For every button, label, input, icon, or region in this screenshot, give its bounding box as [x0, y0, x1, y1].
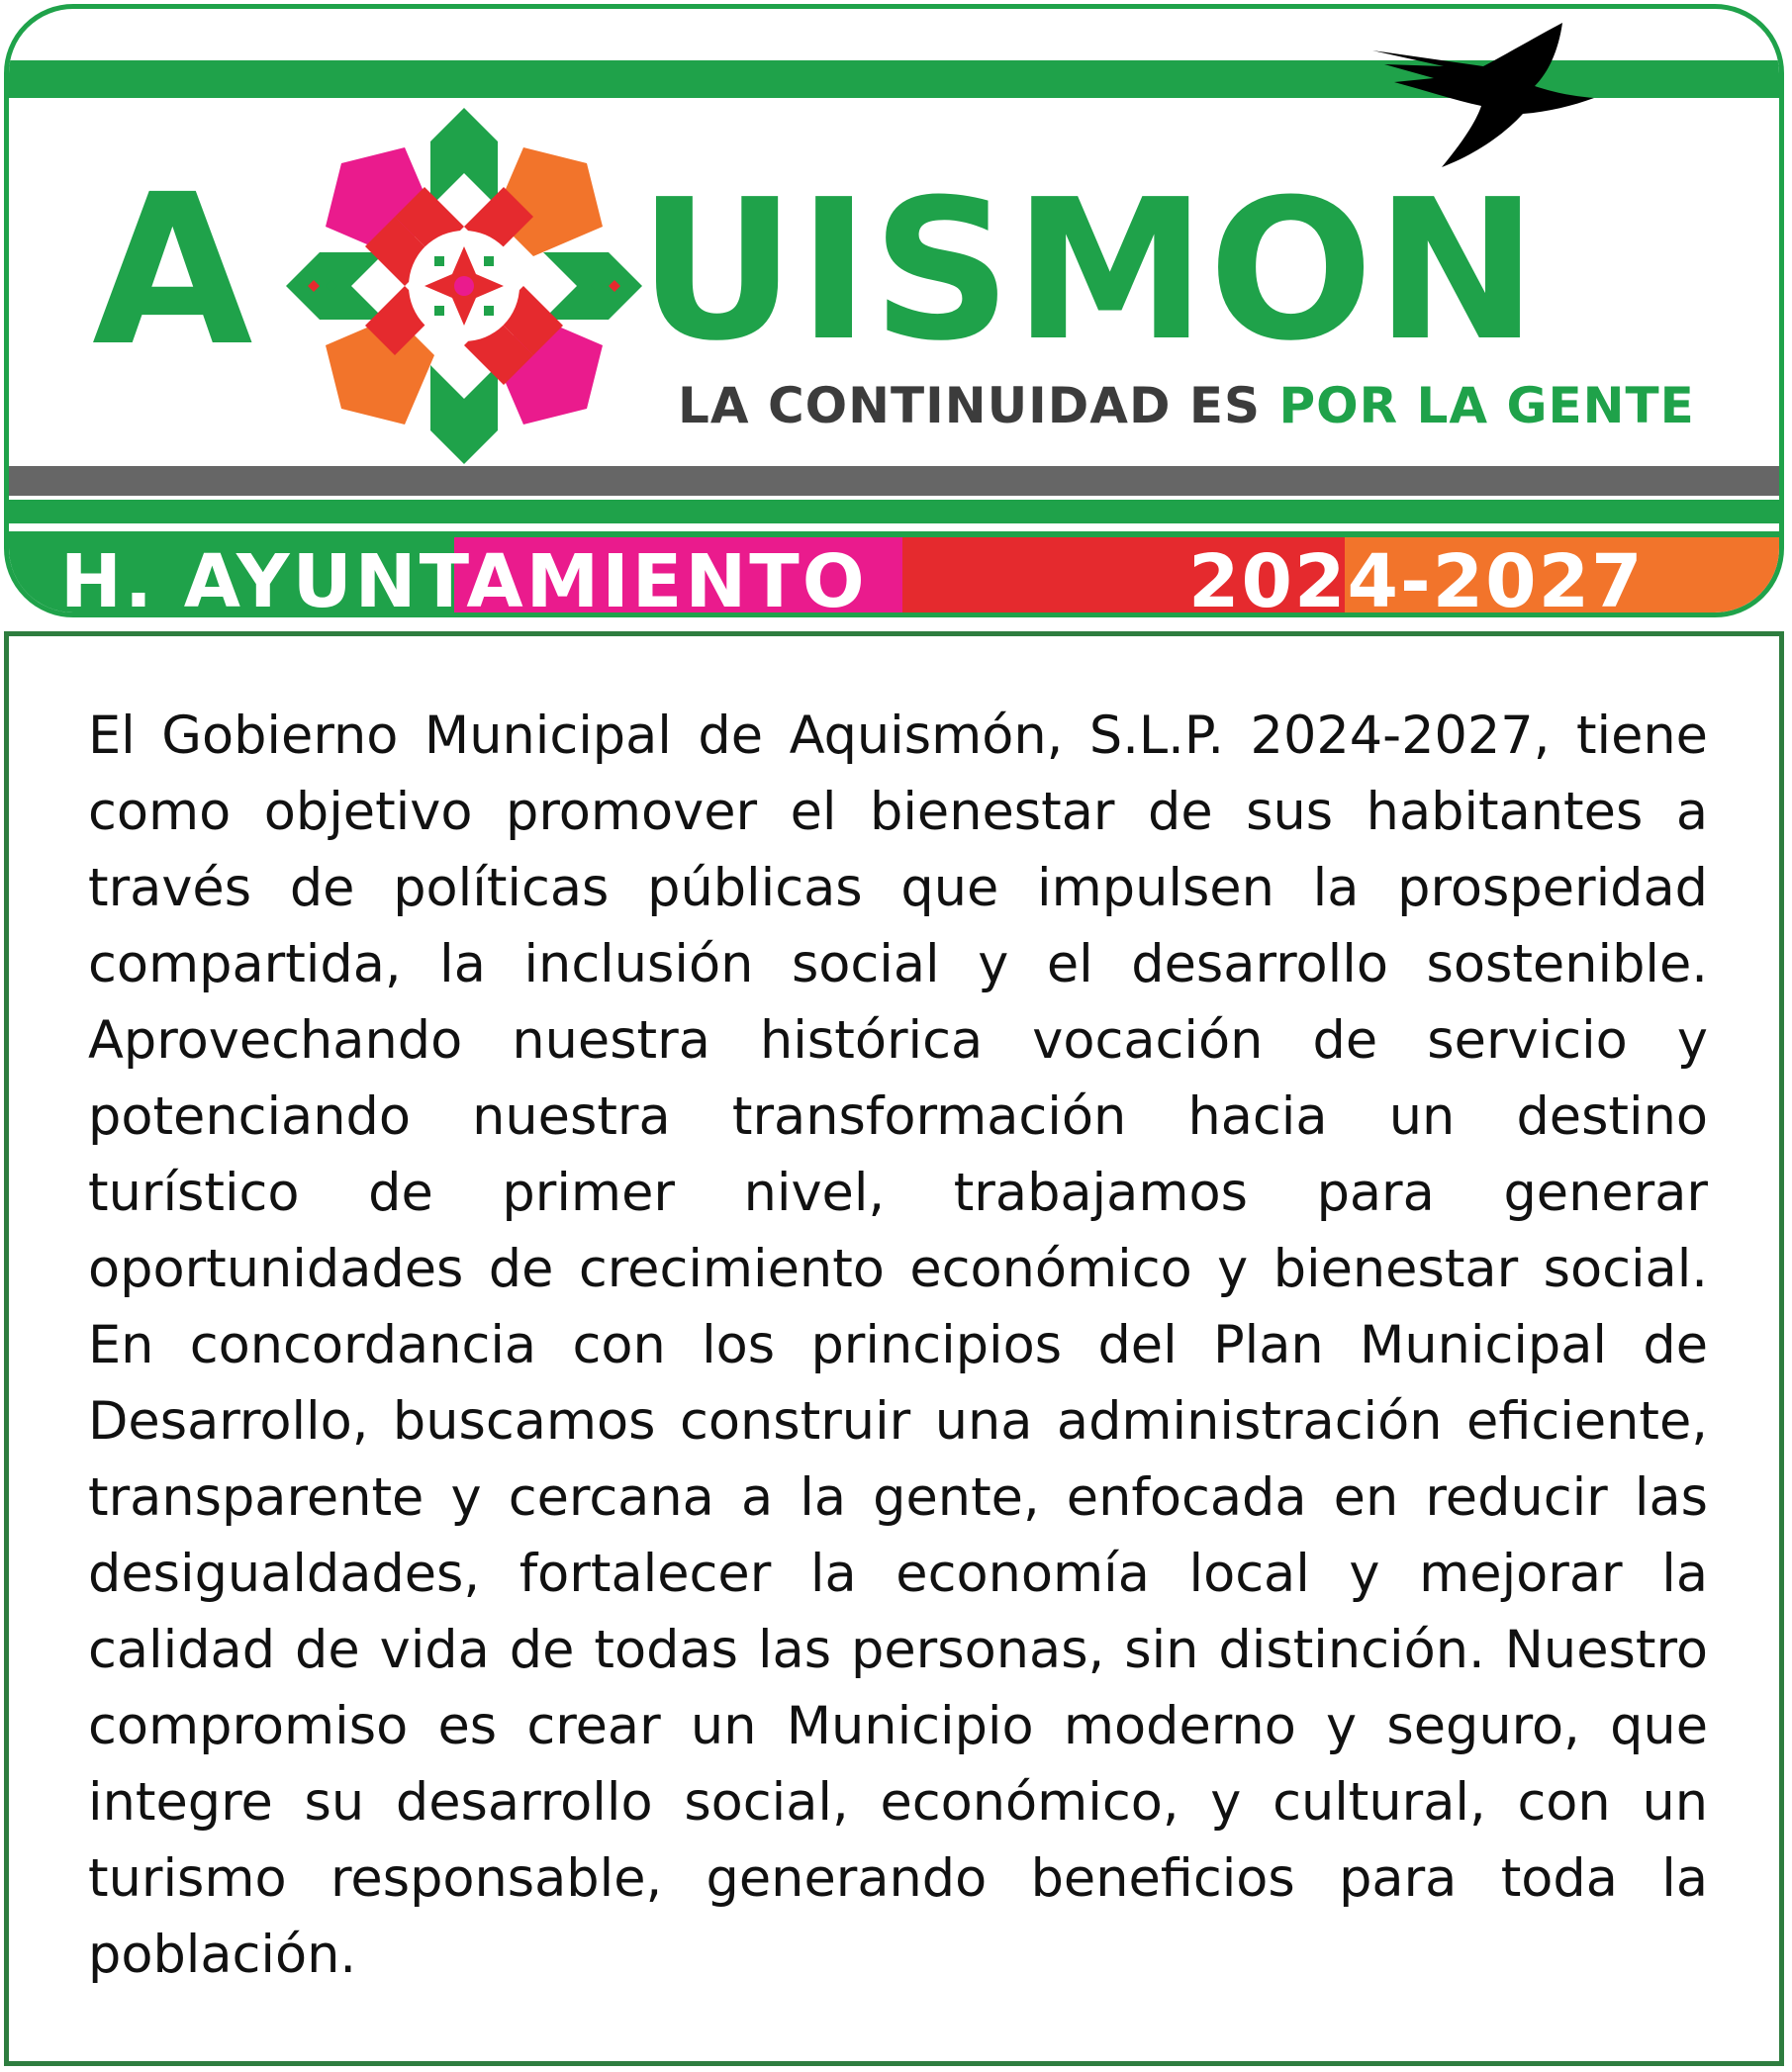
statement-box — [4, 631, 1784, 2066]
title-rest: UISMON — [638, 158, 1540, 384]
embroidery-flower-emblem — [286, 108, 642, 464]
ayuntamiento-bar — [9, 537, 1779, 617]
slogan-part-green: POR LA GENTE — [1278, 377, 1695, 434]
slogan-part-dark: LA CONTINUIDAD ES — [678, 377, 1279, 434]
swallow-bird-icon — [1365, 21, 1602, 169]
ayuntamiento-label: H. AYUNTAMIENTO — [60, 539, 868, 617]
statement-paragraph: El Gobierno Municipal de Aquismón, S.L.P. 2024-2027, tiene como objetivo promover el bienestar de sus habitantes a través de políticas públicas que impulsen la prosperidad compartida, la inclusión social y el desarrollo sostenible. Aprovechando nuestra histórica vocación de servicio y potenciando nuestra transformación hacia un destino turístico de primer nivel, trabajamos para generar oportunidades de crecimiento económico y bienestar social. En concordancia con los principios del Plan Municipal de Desarrollo, buscamos construir una administración eficiente, transparente y cercana a la gente, enfocada en reducir las desigualdades, fortalecer la economía local y mejorar la calidad de vida de todas las personas, sin distinción. Nuestro compromiso es crear un Municipio moderno y seguro, que integre su desarrollo social, económico, y cultural, con un turismo responsable, generando beneficios para toda la población. — [88, 706, 1708, 1985]
header-banner — [4, 4, 1784, 617]
slogan — [678, 377, 1695, 434]
gray-stripe — [9, 466, 1779, 496]
green-stripe — [9, 500, 1779, 523]
title-letter-a: A — [92, 149, 253, 392]
period-label: 2024-2027 — [1188, 539, 1645, 617]
